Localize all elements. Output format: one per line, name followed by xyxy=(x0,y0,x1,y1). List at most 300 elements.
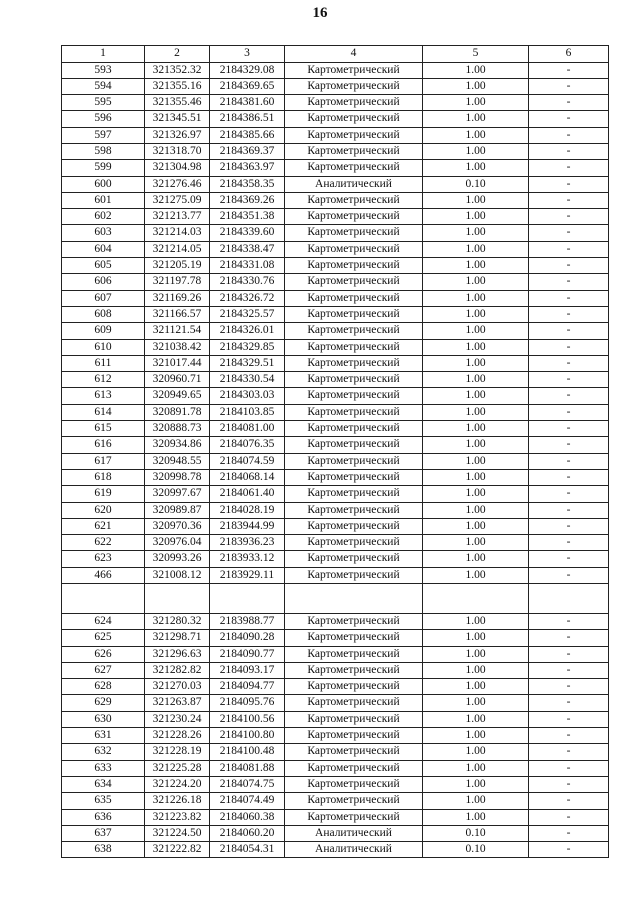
note-cell: - xyxy=(529,95,609,111)
method-cell: Картометрический xyxy=(285,551,423,567)
table-body-top xyxy=(62,62,609,584)
method-cell: Картометрический xyxy=(285,711,423,727)
y-coordinate-cell: 2184303.03 xyxy=(210,388,285,404)
point-number-cell: 636 xyxy=(62,809,145,825)
table-row xyxy=(62,143,609,159)
table-row xyxy=(62,760,609,776)
method-cell: Картометрический xyxy=(285,209,423,225)
method-cell: Картометрический xyxy=(285,646,423,662)
y-coordinate-cell: 2184081.00 xyxy=(210,421,285,437)
accuracy-cell: 1.00 xyxy=(423,111,529,127)
table-row xyxy=(62,630,609,646)
x-coordinate-cell: 320891.78 xyxy=(145,404,210,420)
y-coordinate-cell: 2184060.38 xyxy=(210,809,285,825)
x-coordinate-cell: 320934.86 xyxy=(145,437,210,453)
point-number-cell: 615 xyxy=(62,421,145,437)
x-coordinate-cell: 321296.63 xyxy=(145,646,210,662)
y-coordinate-cell: 2184074.49 xyxy=(210,793,285,809)
accuracy-cell: 0.10 xyxy=(423,825,529,841)
method-cell: Картометрический xyxy=(285,127,423,143)
accuracy-cell: 1.00 xyxy=(423,486,529,502)
point-number-cell: 466 xyxy=(62,567,145,583)
accuracy-cell: 1.00 xyxy=(423,306,529,322)
y-coordinate-cell: 2184331.08 xyxy=(210,258,285,274)
x-coordinate-cell: 320949.65 xyxy=(145,388,210,404)
point-number-cell: 614 xyxy=(62,404,145,420)
accuracy-cell: 1.00 xyxy=(423,630,529,646)
point-number-cell: 638 xyxy=(62,842,145,858)
table-row xyxy=(62,225,609,241)
note-cell: - xyxy=(529,760,609,776)
table-row xyxy=(62,127,609,143)
accuracy-cell: 1.00 xyxy=(423,192,529,208)
table-row xyxy=(62,404,609,420)
note-cell: - xyxy=(529,437,609,453)
x-coordinate-cell: 321298.71 xyxy=(145,630,210,646)
method-cell: Картометрический xyxy=(285,776,423,792)
point-number-cell: 619 xyxy=(62,486,145,502)
column-header-4: 4 xyxy=(285,46,423,63)
table-row xyxy=(62,809,609,825)
point-number-cell: 594 xyxy=(62,78,145,94)
table-row xyxy=(62,662,609,678)
x-coordinate-cell: 320970.36 xyxy=(145,518,210,534)
column-header-1: 1 xyxy=(62,46,145,63)
x-coordinate-cell: 321008.12 xyxy=(145,567,210,583)
note-cell: - xyxy=(529,421,609,437)
y-coordinate-cell: 2184074.75 xyxy=(210,776,285,792)
empty-cell xyxy=(145,584,210,614)
accuracy-cell: 1.00 xyxy=(423,551,529,567)
table-row xyxy=(62,176,609,192)
table-row xyxy=(62,111,609,127)
table-row xyxy=(62,646,609,662)
table-body-bottom xyxy=(62,614,609,858)
table-row xyxy=(62,567,609,583)
point-number-cell: 606 xyxy=(62,274,145,290)
point-number-cell: 609 xyxy=(62,323,145,339)
accuracy-cell: 1.00 xyxy=(423,355,529,371)
x-coordinate-cell: 321276.46 xyxy=(145,176,210,192)
table-row xyxy=(62,695,609,711)
point-number-cell: 635 xyxy=(62,793,145,809)
x-coordinate-cell: 321304.98 xyxy=(145,160,210,176)
y-coordinate-cell: 2184095.76 xyxy=(210,695,285,711)
point-number-cell: 629 xyxy=(62,695,145,711)
accuracy-cell: 1.00 xyxy=(423,437,529,453)
y-coordinate-cell: 2184103.85 xyxy=(210,404,285,420)
table-row xyxy=(62,453,609,469)
table-row xyxy=(62,388,609,404)
y-coordinate-cell: 2184385.66 xyxy=(210,127,285,143)
y-coordinate-cell: 2184369.26 xyxy=(210,192,285,208)
table-row xyxy=(62,274,609,290)
column-header-6: 6 xyxy=(529,46,609,63)
accuracy-cell: 1.00 xyxy=(423,453,529,469)
accuracy-cell: 1.00 xyxy=(423,535,529,551)
x-coordinate-cell: 321263.87 xyxy=(145,695,210,711)
table-row xyxy=(62,372,609,388)
note-cell: - xyxy=(529,646,609,662)
point-number-cell: 621 xyxy=(62,518,145,534)
point-number-cell: 628 xyxy=(62,679,145,695)
y-coordinate-cell: 2184090.77 xyxy=(210,646,285,662)
x-coordinate-cell: 321224.20 xyxy=(145,776,210,792)
y-coordinate-cell: 2184330.76 xyxy=(210,274,285,290)
point-number-cell: 627 xyxy=(62,662,145,678)
accuracy-cell: 1.00 xyxy=(423,469,529,485)
accuracy-cell: 1.00 xyxy=(423,127,529,143)
x-coordinate-cell: 321213.77 xyxy=(145,209,210,225)
point-number-cell: 593 xyxy=(62,62,145,78)
accuracy-cell: 1.00 xyxy=(423,518,529,534)
method-cell: Картометрический xyxy=(285,695,423,711)
x-coordinate-cell: 321121.54 xyxy=(145,323,210,339)
table-row xyxy=(62,78,609,94)
table-row xyxy=(62,518,609,534)
x-coordinate-cell: 321318.70 xyxy=(145,143,210,159)
accuracy-cell: 1.00 xyxy=(423,78,529,94)
y-coordinate-cell: 2184326.01 xyxy=(210,323,285,339)
y-coordinate-cell: 2184363.97 xyxy=(210,160,285,176)
y-coordinate-cell: 2184381.60 xyxy=(210,95,285,111)
table-row xyxy=(62,258,609,274)
accuracy-cell: 1.00 xyxy=(423,646,529,662)
x-coordinate-cell: 321345.51 xyxy=(145,111,210,127)
accuracy-cell: 1.00 xyxy=(423,502,529,518)
y-coordinate-cell: 2184358.35 xyxy=(210,176,285,192)
y-coordinate-cell: 2184068.14 xyxy=(210,469,285,485)
accuracy-cell: 1.00 xyxy=(423,662,529,678)
note-cell: - xyxy=(529,192,609,208)
note-cell: - xyxy=(529,62,609,78)
point-number-cell: 626 xyxy=(62,646,145,662)
table-row xyxy=(62,614,609,630)
table-row xyxy=(62,469,609,485)
x-coordinate-cell: 321280.32 xyxy=(145,614,210,630)
method-cell: Картометрический xyxy=(285,388,423,404)
note-cell: - xyxy=(529,518,609,534)
method-cell: Картометрический xyxy=(285,535,423,551)
y-coordinate-cell: 2184100.48 xyxy=(210,744,285,760)
accuracy-cell: 1.00 xyxy=(423,695,529,711)
accuracy-cell: 1.00 xyxy=(423,241,529,257)
method-cell: Картометрический xyxy=(285,323,423,339)
x-coordinate-cell: 321214.05 xyxy=(145,241,210,257)
point-number-cell: 634 xyxy=(62,776,145,792)
x-coordinate-cell: 320997.67 xyxy=(145,486,210,502)
accuracy-cell: 1.00 xyxy=(423,793,529,809)
accuracy-cell: 1.00 xyxy=(423,421,529,437)
method-cell: Аналитический xyxy=(285,825,423,841)
x-coordinate-cell: 320989.87 xyxy=(145,502,210,518)
table-row xyxy=(62,728,609,744)
column-header-3: 3 xyxy=(210,46,285,63)
y-coordinate-cell: 2184329.85 xyxy=(210,339,285,355)
table-row xyxy=(62,679,609,695)
column-header-5: 5 xyxy=(423,46,529,63)
note-cell: - xyxy=(529,728,609,744)
point-number-cell: 623 xyxy=(62,551,145,567)
accuracy-cell: 1.00 xyxy=(423,160,529,176)
note-cell: - xyxy=(529,290,609,306)
note-cell: - xyxy=(529,258,609,274)
accuracy-cell: 1.00 xyxy=(423,679,529,695)
accuracy-cell: 1.00 xyxy=(423,323,529,339)
note-cell: - xyxy=(529,793,609,809)
accuracy-cell: 1.00 xyxy=(423,388,529,404)
method-cell: Картометрический xyxy=(285,469,423,485)
method-cell: Картометрический xyxy=(285,502,423,518)
table-row xyxy=(62,535,609,551)
note-cell: - xyxy=(529,679,609,695)
method-cell: Картометрический xyxy=(285,809,423,825)
accuracy-cell: 1.00 xyxy=(423,744,529,760)
y-coordinate-cell: 2184094.77 xyxy=(210,679,285,695)
point-number-cell: 631 xyxy=(62,728,145,744)
x-coordinate-cell: 320993.26 xyxy=(145,551,210,567)
note-cell: - xyxy=(529,111,609,127)
y-coordinate-cell: 2184325.57 xyxy=(210,306,285,322)
method-cell: Картометрический xyxy=(285,793,423,809)
x-coordinate-cell: 321355.16 xyxy=(145,78,210,94)
y-coordinate-cell: 2184100.80 xyxy=(210,728,285,744)
point-number-cell: 633 xyxy=(62,760,145,776)
x-coordinate-cell: 321223.82 xyxy=(145,809,210,825)
empty-cell xyxy=(423,584,529,614)
note-cell: - xyxy=(529,551,609,567)
table-row xyxy=(62,776,609,792)
note-cell: - xyxy=(529,323,609,339)
empty-cell xyxy=(285,584,423,614)
accuracy-cell: 1.00 xyxy=(423,143,529,159)
accuracy-cell: 1.00 xyxy=(423,290,529,306)
note-cell: - xyxy=(529,662,609,678)
method-cell: Картометрический xyxy=(285,355,423,371)
method-cell: Картометрический xyxy=(285,306,423,322)
note-cell: - xyxy=(529,453,609,469)
note-cell: - xyxy=(529,486,609,502)
note-cell: - xyxy=(529,695,609,711)
x-coordinate-cell: 320976.04 xyxy=(145,535,210,551)
method-cell: Картометрический xyxy=(285,339,423,355)
method-cell: Картометрический xyxy=(285,62,423,78)
accuracy-cell: 1.00 xyxy=(423,711,529,727)
table-row xyxy=(62,160,609,176)
table-row xyxy=(62,502,609,518)
x-coordinate-cell: 321214.03 xyxy=(145,225,210,241)
table-row xyxy=(62,323,609,339)
accuracy-cell: 1.00 xyxy=(423,62,529,78)
table-row xyxy=(62,825,609,841)
table-row xyxy=(62,486,609,502)
note-cell: - xyxy=(529,388,609,404)
accuracy-cell: 1.00 xyxy=(423,776,529,792)
x-coordinate-cell: 321275.09 xyxy=(145,192,210,208)
method-cell: Картометрический xyxy=(285,111,423,127)
table-row xyxy=(62,842,609,858)
accuracy-cell: 1.00 xyxy=(423,614,529,630)
table-row xyxy=(62,711,609,727)
method-cell: Картометрический xyxy=(285,518,423,534)
x-coordinate-cell: 321326.97 xyxy=(145,127,210,143)
y-coordinate-cell: 2184369.37 xyxy=(210,143,285,159)
y-coordinate-cell: 2183929.11 xyxy=(210,567,285,583)
point-number-cell: 604 xyxy=(62,241,145,257)
separator-row xyxy=(62,584,609,614)
x-coordinate-cell: 321282.82 xyxy=(145,662,210,678)
method-cell: Картометрический xyxy=(285,372,423,388)
note-cell: - xyxy=(529,567,609,583)
method-cell: Картометрический xyxy=(285,662,423,678)
y-coordinate-cell: 2184061.40 xyxy=(210,486,285,502)
table-row xyxy=(62,437,609,453)
point-number-cell: 616 xyxy=(62,437,145,453)
method-cell: Картометрический xyxy=(285,225,423,241)
method-cell: Картометрический xyxy=(285,453,423,469)
method-cell: Картометрический xyxy=(285,728,423,744)
point-number-cell: 630 xyxy=(62,711,145,727)
x-coordinate-cell: 321270.03 xyxy=(145,679,210,695)
accuracy-cell: 1.00 xyxy=(423,274,529,290)
x-coordinate-cell: 321228.19 xyxy=(145,744,210,760)
x-coordinate-cell: 321222.82 xyxy=(145,842,210,858)
method-cell: Картометрический xyxy=(285,95,423,111)
y-coordinate-cell: 2184060.20 xyxy=(210,825,285,841)
table-header-row xyxy=(62,46,609,63)
x-coordinate-cell: 321224.50 xyxy=(145,825,210,841)
method-cell: Картометрический xyxy=(285,421,423,437)
table-row xyxy=(62,95,609,111)
note-cell: - xyxy=(529,274,609,290)
point-number-cell: 602 xyxy=(62,209,145,225)
accuracy-cell: 1.00 xyxy=(423,567,529,583)
accuracy-cell: 1.00 xyxy=(423,95,529,111)
method-cell: Аналитический xyxy=(285,176,423,192)
x-coordinate-cell: 321197.78 xyxy=(145,274,210,290)
point-number-cell: 596 xyxy=(62,111,145,127)
x-coordinate-cell: 321226.18 xyxy=(145,793,210,809)
point-number-cell: 608 xyxy=(62,306,145,322)
point-number-cell: 595 xyxy=(62,95,145,111)
accuracy-cell: 1.00 xyxy=(423,404,529,420)
point-number-cell: 625 xyxy=(62,630,145,646)
note-cell: - xyxy=(529,630,609,646)
y-coordinate-cell: 2184090.28 xyxy=(210,630,285,646)
y-coordinate-cell: 2184054.31 xyxy=(210,842,285,858)
note-cell: - xyxy=(529,776,609,792)
method-cell: Картометрический xyxy=(285,160,423,176)
accuracy-cell: 1.00 xyxy=(423,760,529,776)
table-gap xyxy=(62,584,609,614)
note-cell: - xyxy=(529,127,609,143)
y-coordinate-cell: 2183988.77 xyxy=(210,614,285,630)
note-cell: - xyxy=(529,535,609,551)
note-cell: - xyxy=(529,502,609,518)
note-cell: - xyxy=(529,372,609,388)
point-number-cell: 632 xyxy=(62,744,145,760)
method-cell: Картометрический xyxy=(285,78,423,94)
y-coordinate-cell: 2184100.56 xyxy=(210,711,285,727)
point-number-cell: 613 xyxy=(62,388,145,404)
y-coordinate-cell: 2184339.60 xyxy=(210,225,285,241)
note-cell: - xyxy=(529,209,609,225)
method-cell: Картометрический xyxy=(285,143,423,159)
note-cell: - xyxy=(529,339,609,355)
method-cell: Картометрический xyxy=(285,241,423,257)
y-coordinate-cell: 2184076.35 xyxy=(210,437,285,453)
point-number-cell: 600 xyxy=(62,176,145,192)
note-cell: - xyxy=(529,614,609,630)
point-number-cell: 597 xyxy=(62,127,145,143)
note-cell: - xyxy=(529,711,609,727)
empty-cell xyxy=(62,584,145,614)
y-coordinate-cell: 2184074.59 xyxy=(210,453,285,469)
note-cell: - xyxy=(529,78,609,94)
accuracy-cell: 0.10 xyxy=(423,842,529,858)
method-cell: Картометрический xyxy=(285,744,423,760)
point-number-cell: 607 xyxy=(62,290,145,306)
note-cell: - xyxy=(529,143,609,159)
note-cell: - xyxy=(529,225,609,241)
x-coordinate-cell: 321169.26 xyxy=(145,290,210,306)
x-coordinate-cell: 321228.26 xyxy=(145,728,210,744)
note-cell: - xyxy=(529,404,609,420)
point-number-cell: 601 xyxy=(62,192,145,208)
x-coordinate-cell: 321230.24 xyxy=(145,711,210,727)
y-coordinate-cell: 2184081.88 xyxy=(210,760,285,776)
y-coordinate-cell: 2184351.38 xyxy=(210,209,285,225)
accuracy-cell: 1.00 xyxy=(423,372,529,388)
note-cell: - xyxy=(529,744,609,760)
method-cell: Картометрический xyxy=(285,679,423,695)
accuracy-cell: 1.00 xyxy=(423,258,529,274)
accuracy-cell: 1.00 xyxy=(423,728,529,744)
method-cell: Картометрический xyxy=(285,274,423,290)
method-cell: Картометрический xyxy=(285,486,423,502)
x-coordinate-cell: 320998.78 xyxy=(145,469,210,485)
x-coordinate-cell: 320960.71 xyxy=(145,372,210,388)
page-number: 16 xyxy=(312,5,328,21)
accuracy-cell: 0.10 xyxy=(423,176,529,192)
note-cell: - xyxy=(529,241,609,257)
note-cell: - xyxy=(529,809,609,825)
column-header-2: 2 xyxy=(145,46,210,63)
note-cell: - xyxy=(529,355,609,371)
method-cell: Картометрический xyxy=(285,760,423,776)
x-coordinate-cell: 321038.42 xyxy=(145,339,210,355)
y-coordinate-cell: 2184329.51 xyxy=(210,355,285,371)
note-cell: - xyxy=(529,825,609,841)
x-coordinate-cell: 321355.46 xyxy=(145,95,210,111)
y-coordinate-cell: 2183936.23 xyxy=(210,535,285,551)
note-cell: - xyxy=(529,160,609,176)
point-number-cell: 620 xyxy=(62,502,145,518)
point-number-cell: 599 xyxy=(62,160,145,176)
method-cell: Аналитический xyxy=(285,842,423,858)
accuracy-cell: 1.00 xyxy=(423,809,529,825)
x-coordinate-cell: 320888.73 xyxy=(145,421,210,437)
table-row xyxy=(62,306,609,322)
point-number-cell: 637 xyxy=(62,825,145,841)
table-row xyxy=(62,421,609,437)
table-row xyxy=(62,241,609,257)
x-coordinate-cell: 320948.55 xyxy=(145,453,210,469)
y-coordinate-cell: 2184093.17 xyxy=(210,662,285,678)
empty-cell xyxy=(210,584,285,614)
x-coordinate-cell: 321205.19 xyxy=(145,258,210,274)
method-cell: Картометрический xyxy=(285,404,423,420)
